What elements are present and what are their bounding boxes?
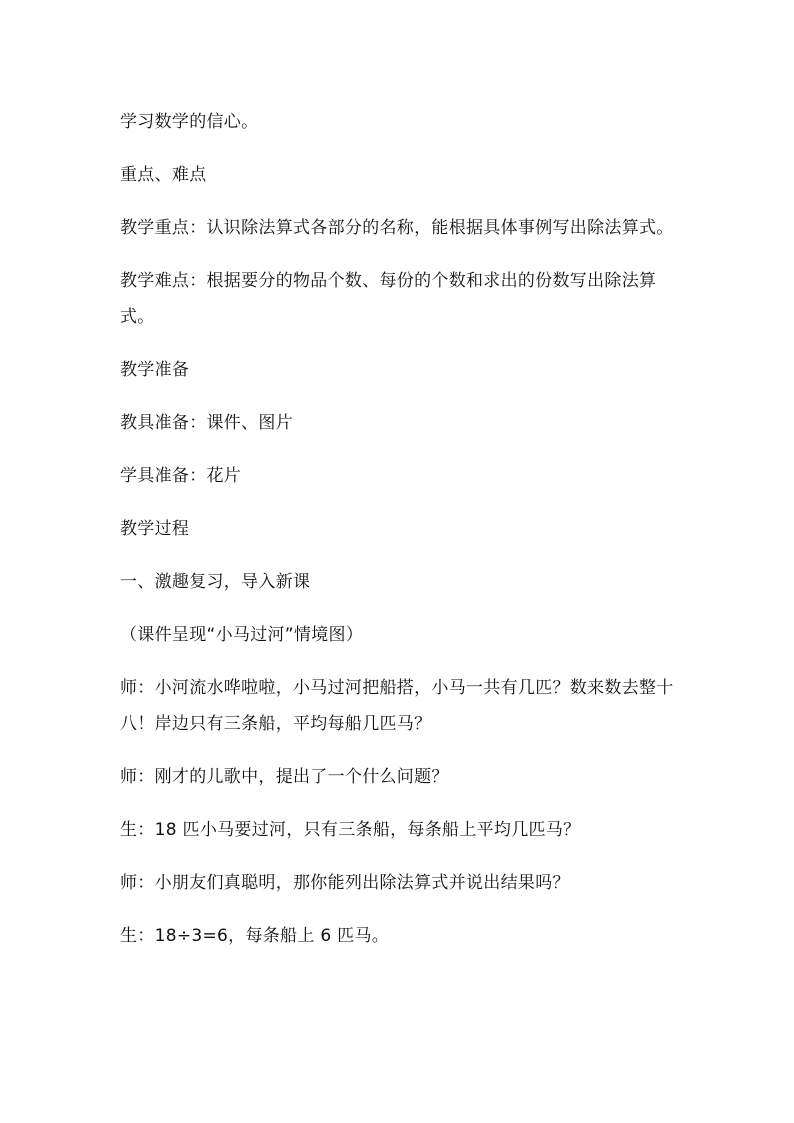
- heading-key-points: 重点、难点: [120, 165, 207, 185]
- paragraph-confidence: 学习数学的信心。: [120, 112, 259, 132]
- heading-section-one: 一、激趣复习，导入新课: [120, 572, 311, 592]
- heading-teaching-preparation: 教学准备: [120, 360, 190, 380]
- paragraph-student-answer-1: 生：18 匹小马要过河，只有三条船，每条船上平均几匹马？: [120, 820, 581, 840]
- paragraph-teacher-rhyme: 师：小河流水哗啦啦，小马过河把船搭，小马一共有几匹？数来数去整十八！岸边只有三条船，平均每船几匹马？: [120, 678, 674, 734]
- paragraph-teaching-aids: 教具准备：课件、图片: [120, 413, 293, 433]
- paragraph-teaching-focus: 教学重点：认识除法算式各部分的名称，能根据具体事例写出除法算式。: [120, 218, 674, 238]
- paragraph-learning-aids: 学具准备：花片: [120, 466, 242, 486]
- document-body: [120, 104, 680, 971]
- paragraph-student-answer-2: 生：18÷3=6，每条船上 6 匹马。: [120, 926, 390, 946]
- paragraph-teacher-question: 师：刚才的儿歌中，提出了一个什么问题？: [120, 767, 449, 787]
- paragraph-teacher-prompt: 师：小朋友们真聪明，那你能列出除法算式并说出结果吗？: [120, 873, 570, 893]
- heading-teaching-process: 教学过程: [120, 519, 190, 539]
- paragraph-courseware-note: （课件呈现“小马过河”情境图）: [120, 625, 364, 645]
- paragraph-teaching-difficulty: 教学难点：根据要分的物品个数、每份的个数和求出的份数写出除法算式。: [120, 271, 657, 327]
